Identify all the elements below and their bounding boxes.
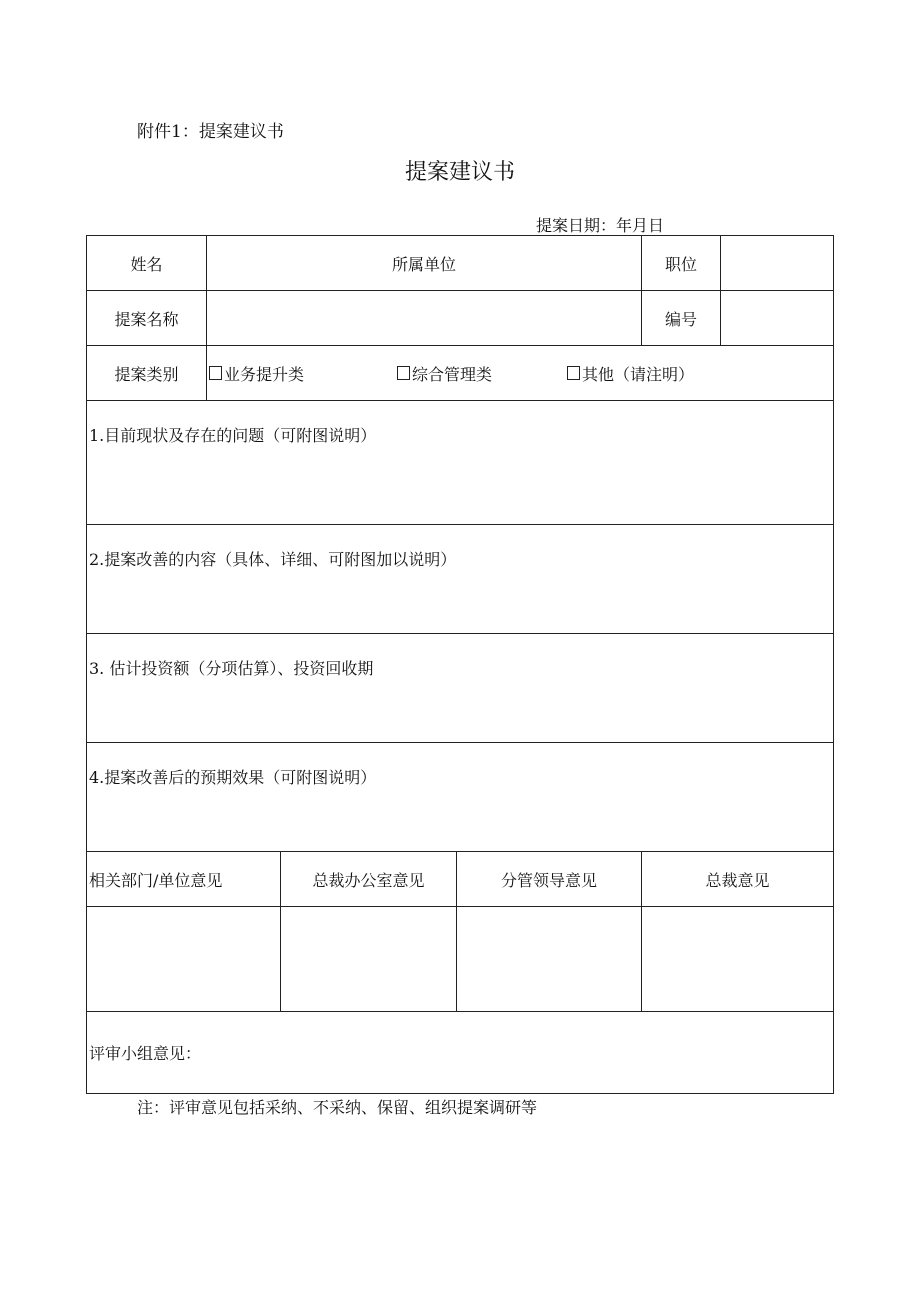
president-office-opinion-header: 总裁办公室意见 — [281, 852, 457, 907]
category-option-business[interactable] — [209, 362, 397, 385]
attachment-label: 附件1：提案建议书 — [137, 122, 284, 142]
form-row-section-1 — [87, 401, 834, 525]
category-option-label: 业务提升类 — [224, 364, 305, 384]
leader-opinion-header: 分管领导意见 — [457, 852, 642, 907]
checkbox-icon[interactable] — [397, 366, 410, 380]
form-row-review — [87, 1012, 834, 1094]
category-label-cell: 提案类别 — [87, 346, 207, 401]
president-office-opinion-value[interactable] — [281, 907, 457, 1012]
dept-opinion-value[interactable] — [87, 907, 281, 1012]
current-issues-section[interactable]: 1.目前现状及存在的问题（可附图说明） — [87, 401, 834, 525]
department-label-cell[interactable]: 所属单位 — [207, 236, 642, 291]
improvement-content-section[interactable]: 2.提案改善的内容（具体、详细、可附图加以说明） — [87, 525, 834, 634]
footnote: 注：评审意见包括采纳、不采纳、保留、组织提案调研等 — [137, 1098, 538, 1117]
dept-opinion-header: 相关部门/单位意见 — [87, 852, 281, 907]
proposal-name-label-cell: 提案名称 — [87, 291, 207, 346]
page-title: 提案建议书 — [404, 160, 515, 185]
proposal-name-value-cell[interactable] — [207, 291, 642, 346]
position-label-cell: 职位 — [642, 236, 721, 291]
form-row-opinion-headers — [87, 852, 834, 907]
review-group-opinion-cell[interactable]: 评审小组意见： — [87, 1012, 834, 1094]
investment-estimate-section[interactable]: 3. 估计投资额（分项估算）、投资回收期 — [87, 634, 834, 743]
form-row-section-4 — [87, 743, 834, 852]
number-value-cell[interactable] — [721, 291, 834, 346]
proposal-form-table — [86, 235, 834, 1094]
form-row-category — [87, 346, 834, 401]
form-row-section-3 — [87, 634, 834, 743]
expected-effect-section[interactable]: 4.提案改善后的预期效果（可附图说明） — [87, 743, 834, 852]
form-row-section-2 — [87, 525, 834, 634]
name-label-cell: 姓名 — [87, 236, 207, 291]
number-label-cell: 编号 — [642, 291, 721, 346]
checkbox-icon[interactable] — [567, 366, 580, 380]
position-value-cell[interactable] — [721, 236, 834, 291]
form-row-opinion-values — [87, 907, 834, 1012]
category-option-label: 其他（请注明） — [582, 364, 695, 384]
form-row-basic-info — [87, 236, 834, 291]
category-option-other[interactable] — [567, 362, 694, 385]
category-option-label: 综合管理类 — [412, 364, 493, 384]
form-row-proposal-name — [87, 291, 834, 346]
category-option-management[interactable] — [397, 362, 567, 385]
checkbox-icon[interactable] — [209, 366, 222, 380]
president-opinion-header: 总裁意见 — [642, 852, 834, 907]
category-options-cell — [207, 346, 834, 401]
president-opinion-value[interactable] — [642, 907, 834, 1012]
proposal-date-label: 提案日期：年月日 — [536, 216, 665, 235]
leader-opinion-value[interactable] — [457, 907, 642, 1012]
